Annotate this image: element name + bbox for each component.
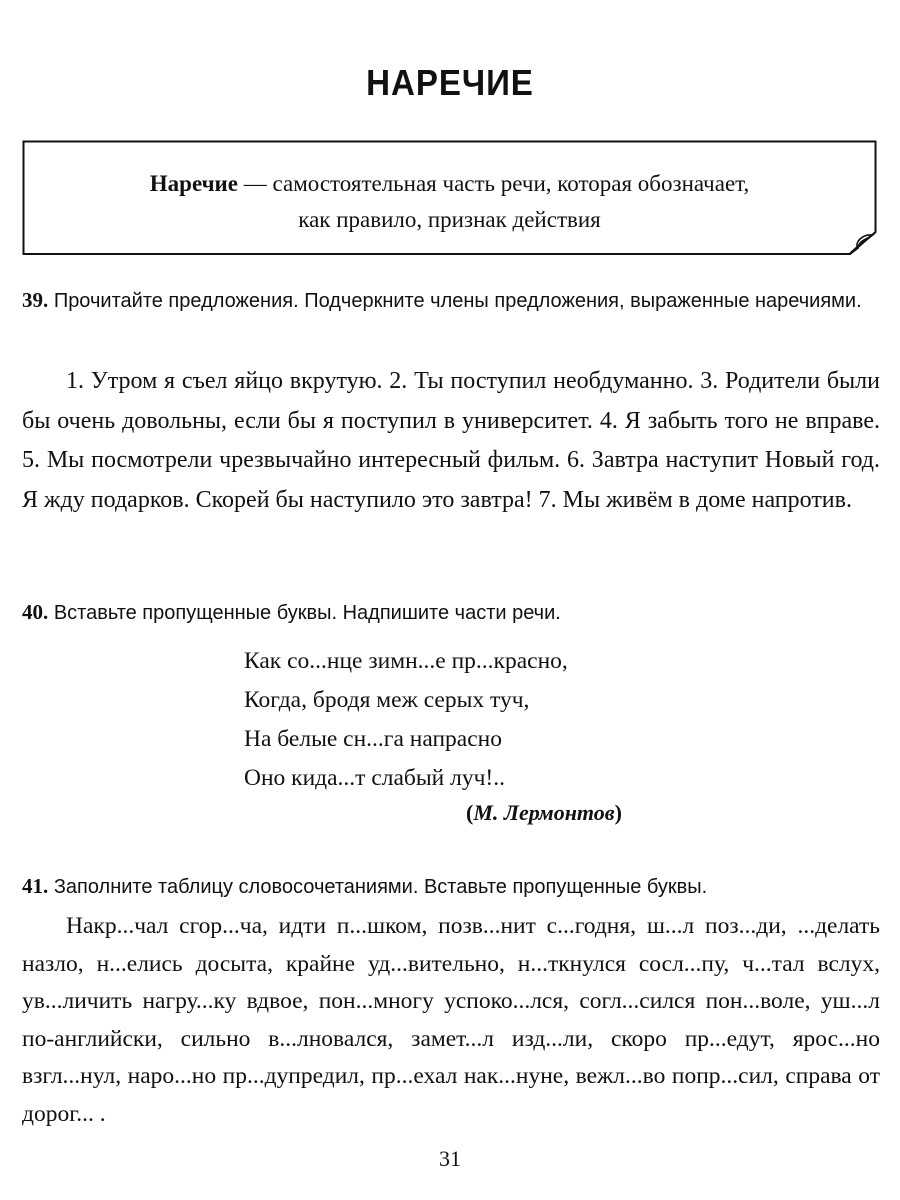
poem-line: Когда, бродя меж серых туч, [244, 687, 530, 713]
task-41-instruction [22, 870, 880, 904]
task-41-instruction-text: Заполните таблицу словосочетаниями. Вставьте пропущенные буквы. [53, 876, 708, 898]
poem [244, 642, 568, 798]
task-40-number: 40. [22, 600, 49, 624]
task-40-instruction [22, 596, 880, 630]
task-40-instruction-text: Вставьте пропущенные буквы. Надпишите части речи. [53, 602, 561, 624]
page-number: 31 [439, 1146, 461, 1171]
task-39-instruction-text: Прочитайте предложения. Подчеркните члены предложения, выраженные наречиями. [53, 290, 862, 312]
definition-box [22, 140, 877, 253]
task-39-text: 1. Утром я съел яйцо вкрутую. 2. Ты поступил необдуманно. 3. Родители были бы очень довольны, если бы я поступил в университет. 4. Я забыть того не вправе. 5. Мы посмотрели чрезвычайно интересный фильм. 6. Завтра наступит Новый год. Я жду подарков. Скорей бы наступило это завтра! 7. Мы живём в доме напротив. [22, 368, 880, 513]
poem-line: На белые сн...га напрасно [244, 726, 502, 752]
task-41-number: 41. [22, 874, 49, 898]
poem-author-name: М. Лермонтов [473, 800, 615, 825]
definition-line1: — самостоятельная часть речи, которая обозначает, [238, 171, 750, 196]
poem-line: Как со...нце зимн...е пр...красно, [244, 648, 568, 674]
definition-line2: как правило, признак действия [298, 207, 601, 232]
poem-author: (М. Лермонтов) [466, 800, 622, 825]
poem-line: Оно кида...т слабый луч!.. [244, 765, 505, 791]
definition-term: Наречие [149, 171, 239, 196]
task-39-instruction [22, 284, 880, 318]
task-41-text: Накр...чал сгор...ча, идти п...шком, позв...нит с...годня, ш...л поз...ди, ...делать назло, н...елись досыта, крайне уд...вительно, н...ткнулся сосл...пу, ч...тал вслух, ув...личить нагру...ку вдвое, пон...многу успоко...лся, согл...сился пон...воле, уш...л по-английски, сильно в...лновался, замет...л изд...ли, скоро пр...едут, ярос...но взгл...нул, наро...но пр...дупредил, пр...ехал нак...нуне, вежл...во попр...сил, справа от дорог... . [22, 913, 880, 1127]
definition-text [22, 166, 877, 238]
task-39-number: 39. [22, 288, 49, 312]
page-title: НАРЕЧИЕ [366, 62, 534, 103]
